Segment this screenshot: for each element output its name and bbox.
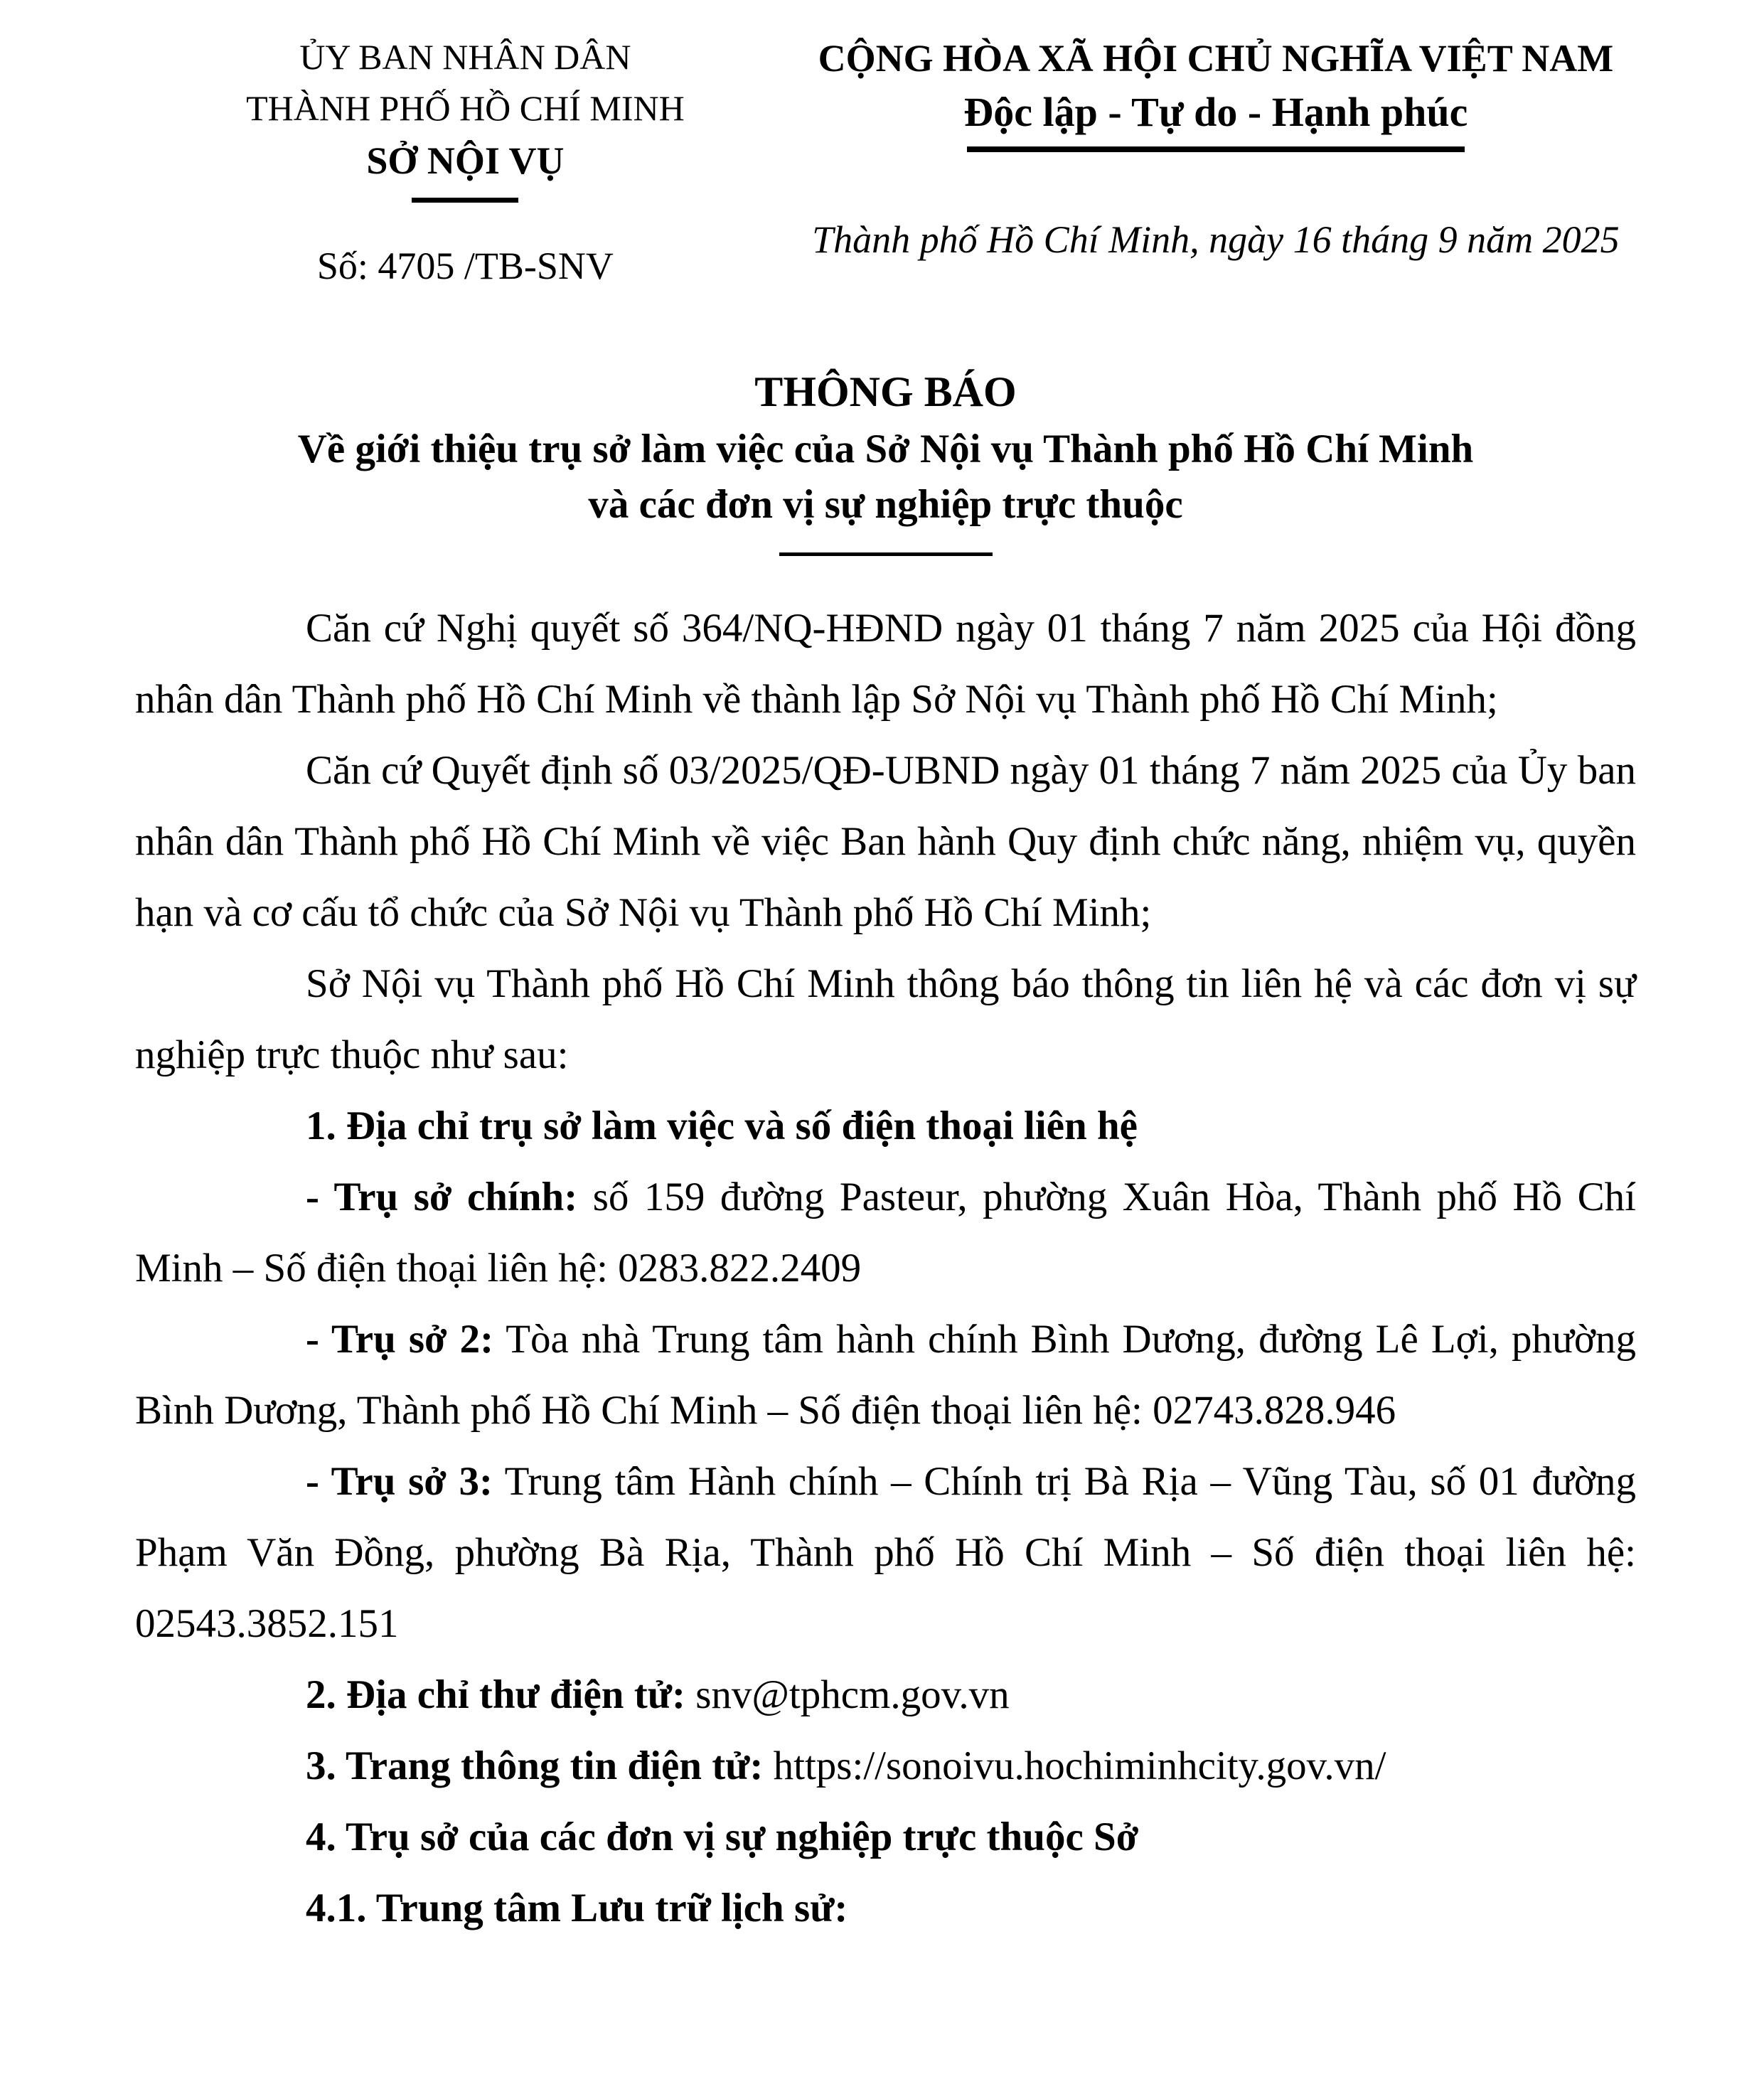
issuer-underline — [412, 198, 518, 203]
office-3-item — [135, 1446, 1636, 1660]
paragraph-intro: Sở Nội vụ Thành phố Hồ Chí Minh thông báo thông tin liên hệ và các đơn vị sự nghiệp trực thuộc như sau: — [135, 961, 1636, 1077]
issuer-department-line: SỞ NỘI VỤ — [366, 139, 565, 182]
document-header — [135, 31, 1636, 288]
title-underline — [779, 552, 993, 556]
document-title: THÔNG BÁO — [754, 368, 1017, 415]
document-subtitle-line1: Về giới thiệu trụ sở làm việc của Sở Nội vụ Thành phố Hồ Chí Minh — [297, 427, 1474, 471]
section-2-label: 2. Địa chỉ thư điện tử: — [306, 1672, 685, 1717]
issuer-city-line: THÀNH PHỐ HỒ CHÍ MINH — [246, 88, 685, 128]
office-2-label: - Trụ sở 2: — [306, 1317, 494, 1362]
national-title-line: CỘNG HÒA XÃ HỘI CHỦ NGHĨA VIỆT NAM — [818, 37, 1614, 80]
national-header-block — [796, 31, 1636, 288]
section-2-email — [135, 1660, 1636, 1731]
paragraph-legal-basis-2: Căn cứ Quyết định số 03/2025/QĐ-UBND ngày 01 tháng 7 năm 2025 của Ủy ban nhân dân Thành phố Hồ Chí Minh về việc Ban hành Quy định chức năng, nhiệm vụ, quyền hạn và cơ cấu tổ chức của Sở Nội vụ Thành phố Hồ Chí Minh; — [135, 748, 1636, 935]
main-office-label: - Trụ sở chính: — [306, 1175, 578, 1219]
section-3-label: 3. Trang thông tin điện tử: — [306, 1743, 764, 1788]
issuing-agency-block — [135, 31, 796, 288]
national-motto-line: Độc lập - Tự do - Hạnh phúc — [963, 89, 1468, 135]
document-body — [135, 593, 1636, 1944]
issuer-parent-line: ỦY BAN NHÂN DÂN — [299, 37, 631, 77]
section-4-heading: 4. Trụ sở của các đơn vị sự nghiệp trực thuộc Sở — [306, 1815, 1139, 1859]
document-number: Số: 4705 /TB-SNV — [316, 245, 614, 287]
title-block — [135, 362, 1636, 556]
office-2-text: Tòa nhà Trung tâm hành chính Bình Dương, đường Lê Lợi, phường Bình Dương, Thành phố Hồ Chí Minh – Số điện thoại liên hệ: 02743.828.946 — [135, 1317, 1636, 1433]
section-4-1-heading: 4.1. Trung tâm Lưu trữ lịch sử: — [306, 1886, 848, 1930]
email-address-text: snv@tphcm.gov.vn — [685, 1672, 1010, 1717]
document-subtitle-line2: và các đơn vị sự nghiệp trực thuộc — [588, 482, 1183, 527]
section-3-website — [135, 1731, 1636, 1802]
paragraph-legal-basis-1: Căn cứ Nghị quyết số 364/NQ-HĐND ngày 01 tháng 7 năm 2025 của Hội đồng nhân dân Thành phố Hồ Chí Minh về thành lập Sở Nội vụ Thành phố Hồ Chí Minh; — [135, 606, 1636, 722]
motto-underline — [967, 146, 1465, 152]
main-office-item — [135, 1162, 1636, 1304]
section-1-heading: 1. Địa chỉ trụ sở làm việc và số điện thoại liên hệ — [306, 1104, 1138, 1148]
dateline: Thành phố Hồ Chí Minh, ngày 16 tháng 9 năm 2025 — [812, 218, 1620, 261]
office-3-text: Trung tâm Hành chính – Chính trị Bà Rịa – Vũng Tàu, số 01 đường Phạm Văn Đồng, phường Bà Rịa, Thành phố Hồ Chí Minh – Số điện thoại liên hệ: 02543.3852.151 — [135, 1459, 1636, 1646]
office-2-item — [135, 1304, 1636, 1446]
office-3-label: - Trụ sở 3: — [306, 1459, 493, 1504]
website-url-text: https://sonoivu.hochiminhcity.gov.vn/ — [763, 1743, 1386, 1788]
main-office-text: số 159 đường Pasteur, phường Xuân Hòa, Thành phố Hồ Chí Minh – Số điện thoại liên hệ: 0283.822.2409 — [135, 1175, 1636, 1291]
